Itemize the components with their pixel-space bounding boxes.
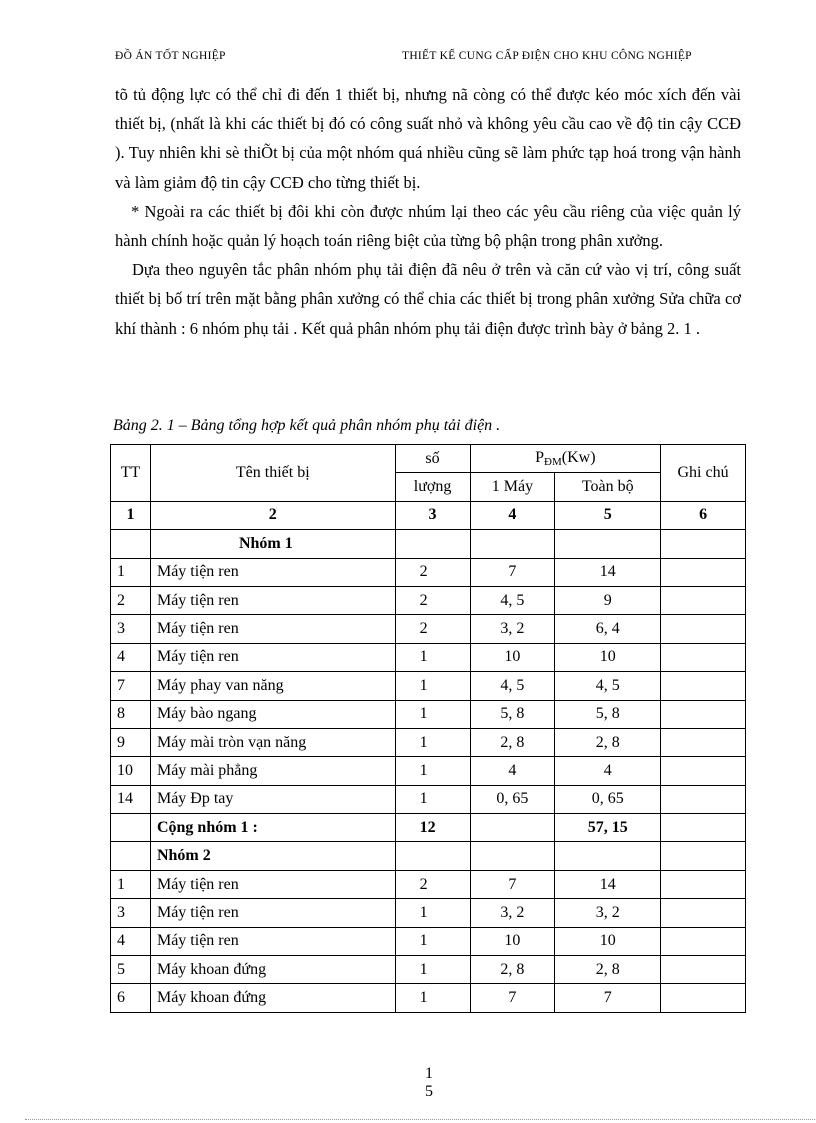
header-right: THIẾT KẾ CUNG CẤP ĐIỆN CHO KHU CÔNG NGHIỆP	[402, 50, 692, 62]
table-row	[111, 927, 746, 955]
row-name: Máy mài tròn vạn năng	[150, 728, 395, 756]
row-tt: 7	[111, 672, 151, 700]
column-number: 6	[661, 501, 746, 529]
row-note	[661, 757, 746, 785]
row-name: Máy khoan đứng	[150, 984, 395, 1012]
body-text	[115, 80, 741, 343]
row-tt: 1	[111, 870, 151, 898]
row-tt: 3	[111, 899, 151, 927]
row-total: 2, 8	[555, 956, 661, 984]
row-qty: 1	[395, 984, 470, 1012]
row-qty: 1	[395, 927, 470, 955]
row-tt: 4	[111, 927, 151, 955]
page-number-line1: 1	[425, 1065, 433, 1082]
equipment-table	[110, 444, 746, 1013]
row-total: 4, 5	[555, 672, 661, 700]
row-qty: 1	[395, 700, 470, 728]
row-name: Máy khoan đứng	[150, 956, 395, 984]
row-note	[661, 899, 746, 927]
row-name: Máy Đp tay	[150, 785, 395, 813]
row-one: 0, 65	[470, 785, 555, 813]
row-tt: 8	[111, 700, 151, 728]
row-total: 14	[555, 558, 661, 586]
header-power-main: P	[535, 449, 545, 467]
header-total: Toàn bộ	[555, 473, 661, 501]
paragraph: Dựa theo nguyên tắc phân nhóm phụ tải điện đã nêu ở trên và căn cứ vào vị trí, công suất thiết bị bố trí trên mặt bằng phân xưởng có thể chia các thiết bị trong phân xưởng Sửa chữa cơ khí thành : 6 nhóm phụ tải . Kết quả phân nhóm phụ tải điện được trình bày ở bảng 2. 1 .	[115, 260, 741, 338]
row-total: 10	[555, 927, 661, 955]
row-total: 7	[555, 984, 661, 1012]
header-one: 1 Máy	[470, 473, 555, 501]
table-row	[111, 728, 746, 756]
column-number: 2	[150, 501, 395, 529]
group-title-row	[111, 842, 746, 870]
row-one: 5, 8	[470, 700, 555, 728]
row-total: 3, 2	[555, 899, 661, 927]
row-name: Máy tiện ren	[150, 558, 395, 586]
row-name: Máy tiện ren	[150, 927, 395, 955]
row-qty: 2	[395, 615, 470, 643]
table-row	[111, 643, 746, 671]
row-one: 7	[470, 870, 555, 898]
row-note	[661, 615, 746, 643]
row-note	[661, 586, 746, 614]
row-name: Máy tiện ren	[150, 870, 395, 898]
row-name: Máy tiện ren	[150, 615, 395, 643]
group1-sum-label: Cộng nhóm 1 :	[150, 814, 395, 842]
header-row	[111, 445, 746, 473]
paragraph: tõ tủ động lực có thể chỉ đi đến 1 thiết bị, nhưng nã còng có thể được kéo móc xích đến vài thiết bị, (nhất là khi các thiết bị đó có công suất nhỏ và không yêu cầu cao về độ tin cậy CCĐ ). Tuy nhiên khi sè thiÕt bị của một nhóm quá nhiều cũng sẽ làm phức tạp hoá trong vận hành và làm giảm độ tin cậy CCĐ cho từng thiết bị.	[115, 85, 741, 192]
page-number-line2: 5	[425, 1083, 433, 1100]
row-total: 14	[555, 870, 661, 898]
row-one: 10	[470, 927, 555, 955]
row-name: Máy phay van năng	[150, 672, 395, 700]
column-number-row	[111, 501, 746, 529]
row-note	[661, 643, 746, 671]
row-tt: 1	[111, 558, 151, 586]
row-qty: 1	[395, 899, 470, 927]
table-row	[111, 558, 746, 586]
group1-sum-qty: 12	[395, 814, 470, 842]
table-row	[111, 785, 746, 813]
column-number: 5	[555, 501, 661, 529]
row-note	[661, 728, 746, 756]
row-name: Máy tiện ren	[150, 643, 395, 671]
row-one: 4, 5	[470, 672, 555, 700]
table-caption: Bảng 2. 1 – Bảng tổng hợp kết quả phân nhóm phụ tải điện .	[113, 417, 501, 434]
header-name: Tên thiết bị	[150, 445, 395, 502]
row-one: 3, 2	[470, 899, 555, 927]
row-note	[661, 700, 746, 728]
row-one: 2, 8	[470, 956, 555, 984]
table-row	[111, 586, 746, 614]
row-name: Máy tiện ren	[150, 586, 395, 614]
row-total: 5, 8	[555, 700, 661, 728]
row-one: 7	[470, 558, 555, 586]
row-qty: 2	[395, 558, 470, 586]
paragraph: * Ngoài ra các thiết bị đôi khi còn được nhúm lại theo các yêu cầu riêng của việc quản lý hành chính hoặc quản lý hoạch toán riêng biệt của từng bộ phận trong phân xưởng.	[115, 201, 741, 251]
header-power-sub: ĐM	[544, 456, 562, 469]
row-qty: 1	[395, 956, 470, 984]
row-one: 4, 5	[470, 586, 555, 614]
row-one: 7	[470, 984, 555, 1012]
row-note	[661, 558, 746, 586]
header-left: ĐỒ ÁN TỐT NGHIỆP	[115, 50, 226, 62]
group1-rows	[111, 558, 746, 814]
group1-title: Nhóm 1	[150, 530, 395, 558]
header-power	[470, 445, 661, 473]
row-tt: 4	[111, 643, 151, 671]
group-title-row	[111, 530, 746, 558]
group1-sum-total: 57, 15	[555, 814, 661, 842]
row-note	[661, 927, 746, 955]
row-qty: 2	[395, 586, 470, 614]
row-total: 6, 4	[555, 615, 661, 643]
row-note	[661, 984, 746, 1012]
table-row	[111, 984, 746, 1012]
row-name: Máy mài phẳng	[150, 757, 395, 785]
row-total: 9	[555, 586, 661, 614]
row-tt: 6	[111, 984, 151, 1012]
row-qty: 1	[395, 643, 470, 671]
column-number: 3	[395, 501, 470, 529]
header-qty-top: số	[395, 445, 470, 473]
column-number: 4	[470, 501, 555, 529]
row-one: 3, 2	[470, 615, 555, 643]
table-row	[111, 870, 746, 898]
row-qty: 2	[395, 870, 470, 898]
row-tt: 5	[111, 956, 151, 984]
row-one: 4	[470, 757, 555, 785]
row-one: 2, 8	[470, 728, 555, 756]
row-qty: 1	[395, 728, 470, 756]
row-tt: 10	[111, 757, 151, 785]
column-number: 1	[111, 501, 151, 529]
row-tt: 14	[111, 785, 151, 813]
header-power-unit: (Kw)	[561, 449, 596, 467]
row-qty: 1	[395, 785, 470, 813]
row-note	[661, 785, 746, 813]
row-total: 0, 65	[555, 785, 661, 813]
table-row	[111, 956, 746, 984]
table-row	[111, 615, 746, 643]
group-sum-row	[111, 814, 746, 842]
row-total: 2, 8	[555, 728, 661, 756]
row-name: Máy bào ngang	[150, 700, 395, 728]
row-note	[661, 870, 746, 898]
row-one: 10	[470, 643, 555, 671]
row-tt: 2	[111, 586, 151, 614]
row-total: 10	[555, 643, 661, 671]
table-row	[111, 672, 746, 700]
header-tt: TT	[111, 445, 151, 502]
row-tt: 3	[111, 615, 151, 643]
header-note: Ghi chú	[661, 445, 746, 502]
table-row	[111, 899, 746, 927]
row-qty: 1	[395, 672, 470, 700]
table-row	[111, 757, 746, 785]
table-row	[111, 700, 746, 728]
group2-rows	[111, 870, 746, 1012]
row-qty: 1	[395, 757, 470, 785]
row-total: 4	[555, 757, 661, 785]
header-qty-bottom: lượng	[395, 473, 470, 501]
row-tt: 9	[111, 728, 151, 756]
row-note	[661, 956, 746, 984]
row-note	[661, 672, 746, 700]
group2-title: Nhóm 2	[150, 842, 395, 870]
row-name: Máy tiện ren	[150, 899, 395, 927]
page-bottom-divider	[25, 1119, 815, 1120]
